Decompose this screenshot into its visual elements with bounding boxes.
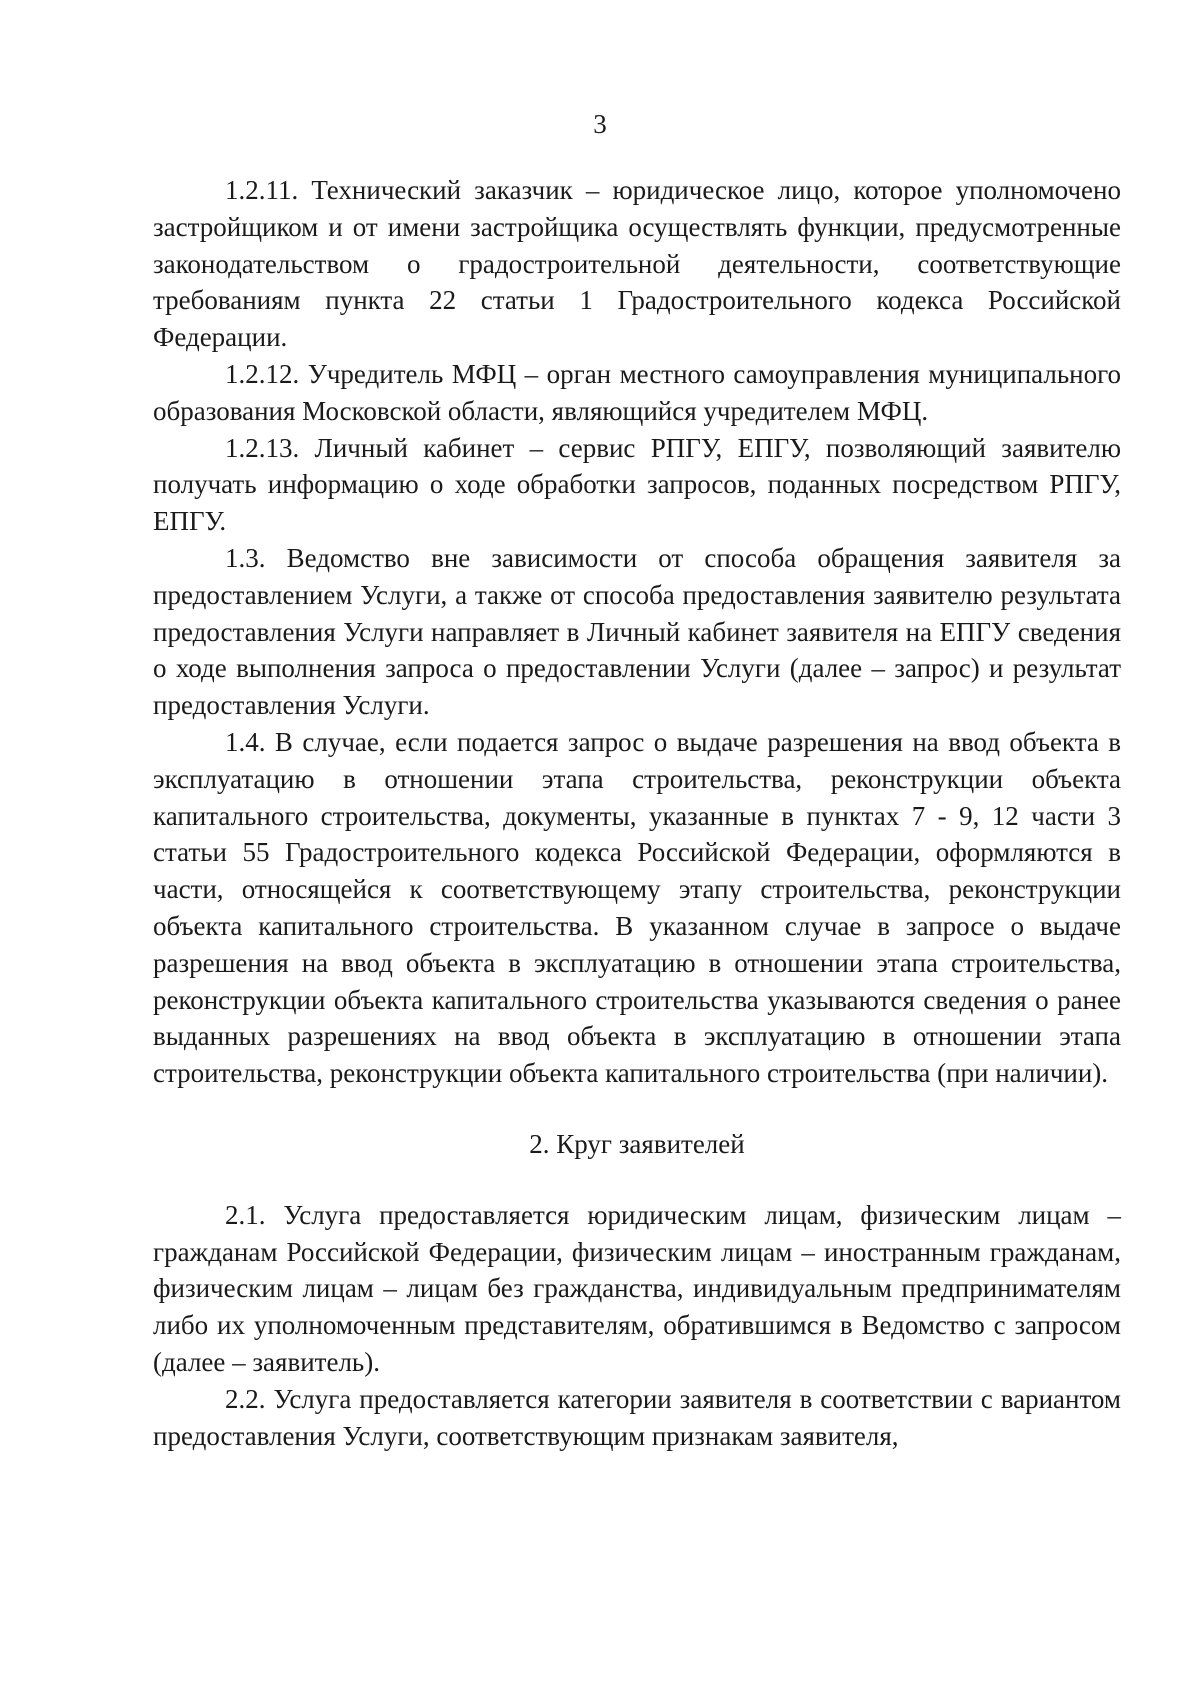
paragraph-1-3: 1.3. Ведомство вне зависимости от способа обращения заявителя за предоставлением Услуги, а также от способа предоставления заявителю результата предоставления Услуги направляет в Личный кабинет заявителя на ЕПГУ сведения о ходе выполнения запроса о предоставлении Услуги (далее – запрос) и результат предоставления Услуги. xyxy=(153,542,1121,721)
spacer xyxy=(153,1163,1121,1197)
section-heading: 2. Круг заявителей xyxy=(529,1128,745,1159)
paragraph-2-1: 2.1. Услуга предоставляется юридическим лицам, физическим лицам – гражданам Российской Федерации, физическим лицам – иностранным гражданам, физическим лицам – лицам без гражданства, индивидуальным предпринимателям либо их уполномоченным представителям, обратившимся в Ведомство с запросом (далее – заявитель). xyxy=(153,1199,1121,1377)
paragraph-1-4: 1.4. В случае, если подается запрос о выдаче разрешения на ввод объекта в эксплуатацию в отношении этапа строительства, реконструкции объекта капитального строительства, документы, указанные в пунктах 7 - 9, 12 части 3 статьи 55 Градостроительного кодекса Российской Федерации, оформляются в части, относящейся к соответствующему этапу строительства, реконструкции объекта капитального строительства. В указанном случае в запросе о выдаче разрешения на ввод объекта в эксплуатацию в отношении этапа строительства, реконструкции объекта капитального строительства указываются сведения о ранее выданных разрешениях на ввод объекта в эксплуатацию в отношении этапа строительства, реконструкции объекта капитального строительства (при наличии). xyxy=(153,726,1121,1089)
document-body xyxy=(153,172,1121,1454)
paragraph-1-2-12: 1.2.12. Учредитель МФЦ – орган местного самоуправления муниципального образования Московской области, являющийся учредителем МФЦ. xyxy=(153,358,1121,426)
page-number: 3 xyxy=(593,109,607,139)
paragraph-2-2: 2.2. Услуга предоставляется категории заявителя в соответствии с вариантом предоставления Услуги, соответствующим признакам заявителя, xyxy=(153,1383,1121,1451)
spacer xyxy=(153,1092,1121,1126)
paragraph-1-2-11: 1.2.11. Технический заказчик – юридическое лицо, которое уполномочено застройщиком и от имени застройщика осуществлять функции, предусмотренные законодательством о градостроительной деятельности, соответствующие требованиям пункта 22 статьи 1 Градостроительного кодекса Российской Федерации. xyxy=(153,175,1121,353)
paragraph-1-2-13: 1.2.13. Личный кабинет – сервис РПГУ, ЕПГУ, позволяющий заявителю получать информацию о ходе обработки запросов, поданных посредством РПГУ, ЕПГУ. xyxy=(153,432,1121,537)
